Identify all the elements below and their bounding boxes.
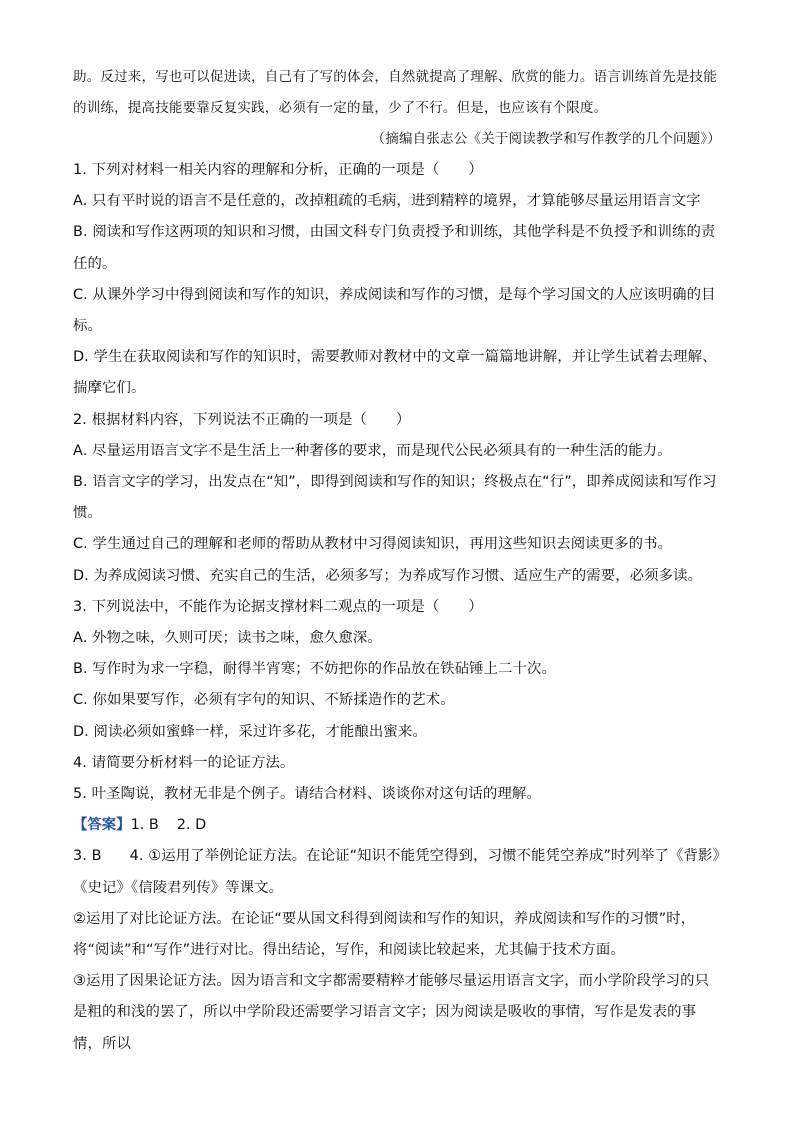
option-c: C. 从课外学习中得到阅读和写作的知识，养成阅读和写作的习惯，是每个学习国文的人应该明确的目标。: [73, 286, 716, 335]
question-stem: 1. 下列对材料一相关内容的理解和分析，正确的一项是（ ）: [73, 162, 483, 178]
answer-4-intro: 4. ①运用了举例论证方法。在论证“知识不能凭空得到，习惯不能凭空养成”时列举了《背影》《史记》《信陵君列传》等课文。: [73, 848, 720, 896]
answer-tag: 【答案】: [73, 817, 131, 834]
option-d: D. 学生在获取阅读和写作的知识时，需要教师对教材中的文章一篇篇地讲解，并让学生试着去理解、揣摩它们。: [73, 349, 717, 397]
option-c: C. 你如果要写作，必须有字句的知识、不矫揉造作的艺术。: [73, 692, 455, 709]
question-1: [73, 155, 721, 405]
answer-2: 2. D: [176, 817, 207, 834]
question-3: [73, 592, 721, 748]
answer-4-point-3: ③运用了因果论证方法。因为语言和文字都需要精粹才能够尽量运用语言文字，而小学阶段学习的只是粗的和浅的罢了，所以中学阶段还需要学习语言文字；因为阅读是吸收的事情，写作是发表的事情，所以: [73, 973, 710, 1052]
answer-3: 3. B: [73, 848, 102, 865]
option-b: B. 阅读和写作这两项的知识和习惯，由国文科专门负责授予和训练，其他学科是不负授予和训练的责任的。: [73, 224, 716, 272]
option-a: A. 外物之味，久则可厌；读书之味，愈久愈深。: [73, 630, 382, 647]
material-citation: （摘编自张志公《关于阅读教学和写作教学的几个问题》）: [371, 131, 721, 147]
document-page: [73, 62, 721, 1060]
question-4: 4. 请简要分析材料一的论证方法。: [73, 754, 295, 771]
answer-4-point-2: ②运用了对比论证方法。在论证“要从国文科得到阅读和写作的知识，养成阅读和写作的习惯”时，将“阅读”和“写作”进行对比。得出结论，写作，和阅读比较起来，尤其偏于技术方面。: [73, 910, 696, 959]
question-stem: 3. 下列说法中，不能作为论据支撑材料二观点的一项是（ ）: [73, 598, 483, 615]
option-b: B. 写作时为求一字稳，耐得半宵寒；不妨把你的作品放在铁砧锤上二十次。: [73, 661, 557, 678]
option-a: A. 尽量运用语言文字不是生活上一种奢侈的要求，而是现代公民必须具有的一种生活的能力。: [73, 442, 672, 459]
answer-row-1: [73, 810, 721, 841]
material-paragraph: 助。反过来，写也可以促进读，自己有了写的体会，自然就提高了理解、欣赏的能力。语言训练首先是技能的训练，提高技能要靠反复实践，必须有一定的量，少了不行。但是，也应该有个限度。: [73, 69, 717, 116]
option-d: D. 阅读必须如蜜蜂一样，采过许多花，才能酿出蜜来。: [73, 723, 427, 740]
question-stem: 2. 根据材料内容，下列说法不正确的一项是（ ）: [73, 411, 411, 428]
answer-4-first-line: [73, 841, 721, 903]
option-b: B. 语言文字的学习，出发点在“知”，即得到阅读和写作的知识；终极点在“行”，即养成阅读和写作习惯。: [73, 474, 717, 522]
question-2: [73, 405, 721, 592]
question-5: 5. 叶圣陶说，教材无非是个例子。请结合材料、谈谈你对这句话的理解。: [73, 786, 541, 803]
option-c: C. 学生通过自己的理解和老师的帮助从教材中习得阅读知识，再用这些知识去阅读更多的书。: [73, 536, 673, 553]
option-a: A. 只有平时说的语言不是任意的，改掉粗疏的毛病，进到精粹的境界，才算能够尽量运用语言文字: [73, 193, 701, 210]
answer-line-1: [73, 810, 159, 841]
option-d: D. 为养成阅读习惯、充实自己的生活，必须多写；为养成写作习惯、适应生产的需要，必须多读。: [73, 567, 703, 584]
answer-1: 1. B: [130, 817, 159, 834]
